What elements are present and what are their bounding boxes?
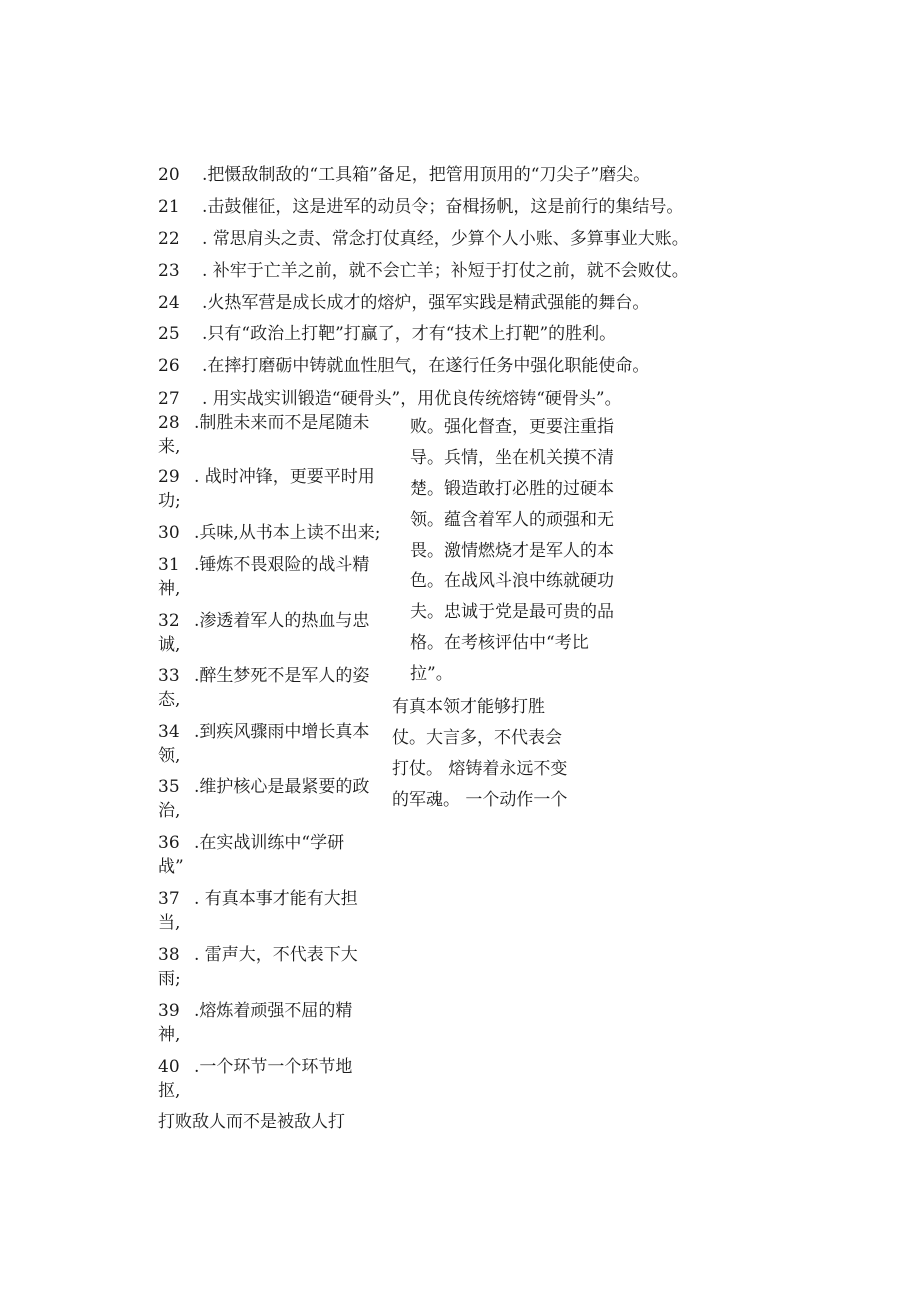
right-line-6: 色。在战风斗浪中练就硬功 <box>410 571 614 591</box>
item-32: 32 .渗透着军人的热血与忠 诚, <box>158 611 370 655</box>
right-line-5: 畏。激情燃烧才是军人的本 <box>410 541 614 561</box>
line-22: 22 . 常思肩头之责、常念打仗真经，少算个人小账、多算事业大账。 <box>158 229 689 249</box>
right-line-3: 楚。锻造敢打必胜的过硬本 <box>410 479 614 499</box>
right-line-8: 格。在考核评估中“考比 <box>410 633 589 653</box>
line-27: 27 . 用实战实训锻造“硬骨头”，用优良传统熔铸“硬骨头”。 <box>158 389 622 409</box>
right-line-1: 败。强化督查，更要注重指 <box>410 417 614 437</box>
right2-line-4: 的军魂。 一个动作一个 <box>392 790 568 810</box>
line-24: 24 .火热军营是成长成才的熔炉，强军实践是精武强能的舞台。 <box>158 293 650 313</box>
line-23: 23 . 补牢于亡羊之前，就不会亡羊；补短于打仗之前，就不会败仗。 <box>158 261 689 281</box>
item-29: 29 . 战时冲锋，更要平时用 功; <box>158 467 375 511</box>
item-35: 35 .维护核心是最紧要的政 治, <box>158 777 370 821</box>
item-39: 39 .熔炼着顽强不屈的精 神, <box>158 1001 353 1045</box>
right2-line-2: 仗。大言多，不代表会 <box>392 728 562 748</box>
line-25: 25 .只有“政治上打靶”打赢了，才有“技术上打靶”的胜利。 <box>158 324 617 344</box>
right-line-9: 拉”。 <box>410 664 453 684</box>
item-30: 30 .兵味,从书本上读不出来; <box>158 523 381 543</box>
line-20: 20 .把慑敌制敌的“工具箱”备足，把管用顶用的“刀尖子”磨尖。 <box>158 165 651 185</box>
line-21: 21 .击鼓催征，这是进军的动员令；奋楫扬帆，这是前行的集结号。 <box>158 197 684 217</box>
right-line-2: 导。兵情，坐在机关摸不清 <box>410 448 614 468</box>
right-line-4: 领。蕴含着军人的顽强和无 <box>410 510 614 530</box>
item-37: 37 . 有真本事才能有大担 当, <box>158 889 358 933</box>
right2-line-3: 打仗。 熔铸着永远不变 <box>392 759 568 779</box>
item-31: 31 .锤炼不畏艰险的战斗精 神, <box>158 555 370 599</box>
left-tail-line: 打败敌人而不是被敌人打 <box>158 1112 345 1132</box>
item-28: 28 .制胜未来而不是尾随未 来, <box>158 413 370 457</box>
item-40: 40 .一个环节一个环节地 抠, <box>158 1057 353 1101</box>
right-line-7: 夫。忠诚于党是最可贵的品 <box>410 602 614 622</box>
item-38: 38 . 雷声大，不代表下大 雨; <box>158 945 358 989</box>
line-26: 26 .在摔打磨砺中铸就血性胆气，在遂行任务中强化职能使命。 <box>158 356 650 376</box>
item-33: 33 .醉生梦死不是军人的姿 态, <box>158 666 370 710</box>
right2-line-1: 有真本领才能够打胜 <box>392 697 545 717</box>
item-34: 34 .到疾风骤雨中增长真本 领, <box>158 722 370 766</box>
item-36: 36 .在实战训练中“学研 战” <box>158 833 345 877</box>
